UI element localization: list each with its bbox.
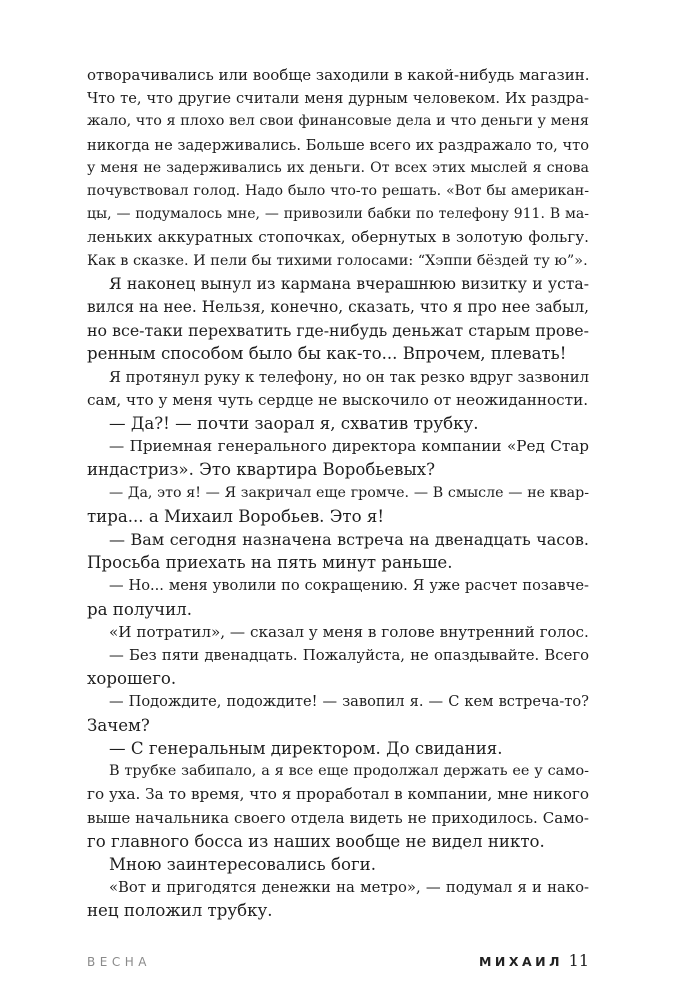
text-line: Я наконец вынул из кармана вчерашнюю визитку и уста- — [109, 274, 589, 293]
text-line: В трубке забипало, а я все еще продолжал держать ее у само- — [109, 763, 589, 780]
text-line: «И потратил», — сказал у меня в голове внутренний голос. — [109, 622, 589, 641]
paragraph — [87, 737, 589, 760]
page-body — [87, 64, 589, 923]
text-line: го уха. За то время, что я проработал в компании, мне никого — [87, 785, 589, 804]
text-line: — Но... меня уволили по сокращению. Я уже расчет позавче- — [109, 577, 589, 595]
paragraph — [87, 64, 589, 273]
text-line: — Вам сегодня назначена встреча на двенадцать часов. — [109, 530, 589, 550]
text-line: но все-таки перехватить где-нибудь деньжат старым прове- — [87, 321, 589, 341]
text-line: тира... а Михаил Воробьев. Это я! — [87, 506, 385, 526]
text-line: — Приемная генерального директора компании «Ред Стар — [109, 437, 589, 456]
text-line: Я протянул руку к телефону, но он так резко вдруг зазвонил — [109, 368, 589, 386]
text-line: нец положил трубку. — [87, 901, 273, 921]
paragraph — [87, 412, 589, 435]
text-line: — Без пяти двенадцать. Пожалуйста, не опаздывайте. Всего — [109, 647, 589, 665]
paragraph — [87, 690, 589, 736]
paragraph — [87, 482, 589, 528]
text-line: «Вот и пригодятся денежки на метро», — подумал я и нако- — [109, 879, 589, 897]
text-line: ра получил. — [87, 599, 192, 619]
text-line: почувствовал голод. Надо было что-то решать. «Вот бы американ- — [87, 183, 589, 200]
text-line: Что те, что другие считали меня дурным человеком. Их раздра- — [87, 90, 589, 108]
text-line: Зачем? — [87, 715, 150, 735]
text-line: го главного босса из наших вообще не видел никто. — [87, 831, 545, 851]
page-footer — [87, 951, 589, 975]
text-line: — Подождите, подождите! — завопил я. — С кем встреча-то? — [109, 693, 589, 711]
paragraph — [87, 574, 589, 620]
paragraph — [87, 435, 589, 481]
page-number: 11 — [568, 951, 589, 970]
text-line: сам, что у меня чуть сердце не выскочило от неожиданности. — [87, 390, 589, 409]
text-line: вился на нее. Нельзя, конечно, сказать, что я про нее забыл, — [87, 298, 589, 317]
paragraph — [87, 853, 589, 876]
footer-book-title: ВЕСНА — [87, 955, 151, 969]
footer-chapter-title: МИХАИЛ — [478, 954, 563, 969]
paragraph — [87, 644, 589, 690]
paragraph — [87, 528, 589, 574]
text-line: цы, — подумалось мне, — привозили бабки по телефону 911. В ма- — [87, 206, 589, 223]
paragraph — [87, 621, 589, 644]
text-line: индастриз». Это квартира Воробьевых? — [87, 460, 435, 480]
paragraph — [87, 760, 589, 853]
text-line: выше начальника своего отдела видеть не приходилось. Само- — [87, 808, 589, 827]
text-line: жало, что я плохо вел свои финансовые дела и что деньги у меня — [87, 113, 589, 130]
text-line: Просьба приехать на пять минут раньше. — [87, 553, 453, 573]
paragraph — [87, 366, 589, 412]
text-line: Как в сказке. И пели бы тихими голосами: “Хэппи бёздей ту ю”». — [87, 252, 588, 269]
paragraph — [87, 273, 589, 366]
text-line: никогда не задерживались. Больше всего их раздражало то, что — [87, 136, 589, 154]
text-line: леньких аккуратных стопочках, обернутых в золотую фольгу. — [87, 228, 589, 247]
text-line: — С генеральным директором. До свидания. — [109, 738, 503, 758]
paragraph — [87, 876, 589, 922]
text-line: Мною заинтересовались боги. — [109, 854, 376, 874]
text-line: у меня не задерживались их деньги. От всех этих мыслей я снова — [87, 159, 589, 176]
text-line: — Да?! — почти заорал я, схватив трубку. — [109, 414, 479, 434]
text-line: отворачивались или вообще заходили в какой-нибудь магазин. — [87, 66, 590, 84]
text-line: — Да, это я! — Я закричал еще громче. — В смысле — не квар- — [109, 484, 589, 501]
text-line: ренным способом было бы как-то... Впрочем, плевать! — [87, 344, 567, 364]
text-line: хорошего. — [87, 669, 177, 689]
